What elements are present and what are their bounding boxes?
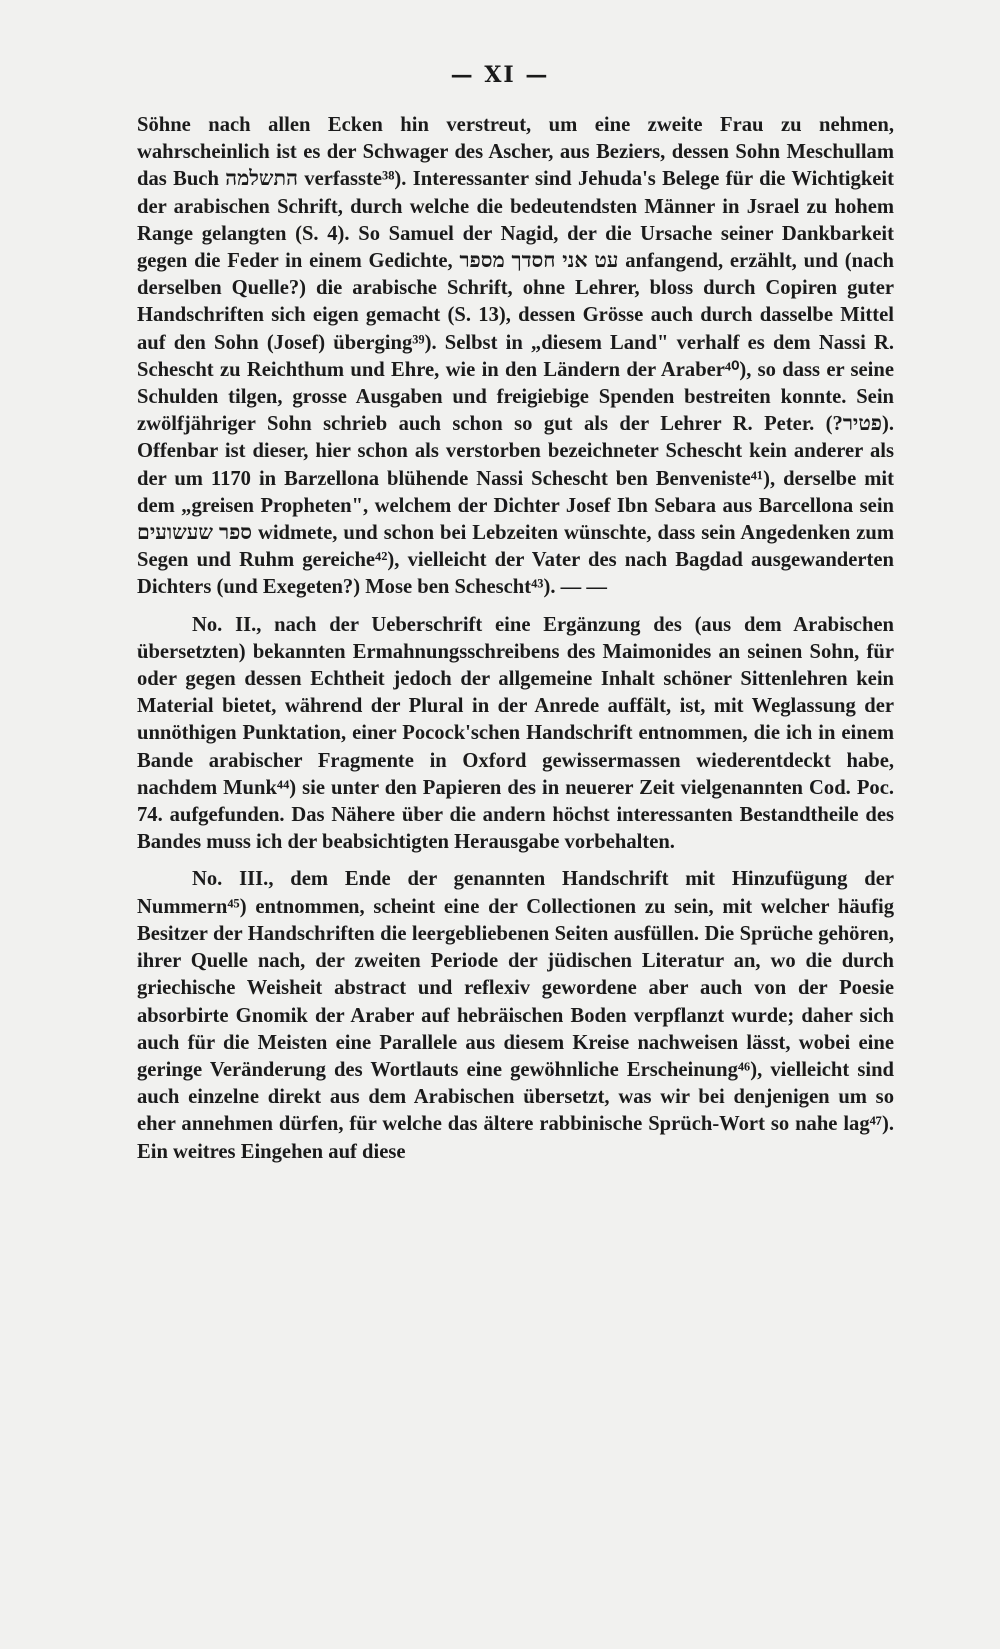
paragraph-2: No. II., nach der Ueberschrift eine Ergänzung des (aus dem Arabischen übersetzten) bekannten Ermahnungsschreibens des Maimonides an seinen Sohn, für oder gegen dessen Echtheit jedoch der allgemeine Inhalt schöner Sittenlehren kein Material bietet, während der Plural in der Anrede auffält, ist, mit Weglassung der unnöthigen Punktation, einer Pocock'schen Handschrift entnommen, die ich in einem Bande arabischer Fragmente in Oxford gewissermassen wiederentdeckt habe, nachdem Munk⁴⁴) sie unter den Papieren des in neuerer Zeit vielgenannten Cod. Poc. 74. aufgefunden. Das Nähere über die andern höchst interessanten Bestandtheile des Bandes muss ich der beabsichtigten Herausgabe vorbehalten. [137,613,894,854]
paragraph-3: No. III., dem Ende der genannten Handschrift mit Hinzufügung der Nummern⁴⁵) entnommen, scheint eine der Collectionen zu sein, mit welcher häufig Besitzer der Handschriften die leergebliebenen Seiten ausfüllen. Die Sprüche gehören, ihrer Quelle nach, der zweiten Periode der jüdischen Literatur an, wo die durch griechische Weisheit abstract und reflexiv gewordene aber auch von der Poesie absorbirte Gnomik der Araber auf hebräischen Boden verpflanzt wurde; daher sich auch für die Meisten eine Parallele aus diesem Kreise nachweisen lässt, wobei eine geringe Veränderung des Wortlauts eine gewöhnliche Erscheinung⁴⁶), vielleicht sind auch einzelne direkt aus dem Arabischen übersetzt, was wir bei denjenigen um so eher annehmen dürfen, für welche das ältere rabbinische Sprüch-Wort so nahe lag⁴⁷). Ein weitres Eingehen auf diese [137,868,894,1163]
page-number-header: — XI — [450,62,550,88]
body-text [137,112,894,1166]
paragraph-1: Söhne nach allen Ecken hin verstreut, um eine zweite Frau zu nehmen, wahrscheinlich ist es der Schwager des Ascher, aus Beziers, dessen Sohn Meschullam das Buch התשלמה verfasste³⁸). Interessanter sind Jehuda's Belege für die Wichtigkeit der arabischen Schrift, durch welche die bedeutendsten Männer in Jsrael zu hohem Range gelangten (S. 4). So Samuel der Nagid, der die Ursache seiner Dankbarkeit gegen die Feder in einem Gedichte, עט אני חסדך מספר anfangend, erzählt, und (nach derselben Quelle?) die arabische Schrift, ohne Lehrer, bloss durch Copiren guter Handschriften sich eigen gemacht (S. 13), dessen Grösse auch durch dasselbe Mittel auf den Sohn (Josef) überging³⁹). Selbst in „diesem Land" verhalf es dem Nassi R. Schescht zu Reichthum und Ehre, wie in den Ländern der Araber⁴⁰), so dass er seine Schulden tilgen, grosse Ausgaben und freigiebige Spenden bestreiten konnte. Sein zwölfjähriger Sohn schrieb auch schon so gut als der Lehrer R. Peter. (?פטיר). Offenbar ist dieser, hier schon als verstorben bezeichneter Schescht kein anderer als der um 1170 in Barzellona blühende Nassi Schescht ben Benveniste⁴¹), derselbe mit dem „greisen Propheten", welchem der Dichter Josef Ibn Sebara aus Barcellona sein ספר שעשועים widmete, und schon bei Lebzeiten wünschte, dass sein Angedenken zum Segen und Ruhm gereiche⁴²), vielleicht der Vater des nach Bagdad ausgewanderten Dichters (und Exegeten?) Mose ben Schescht⁴³). — — [137,114,894,599]
